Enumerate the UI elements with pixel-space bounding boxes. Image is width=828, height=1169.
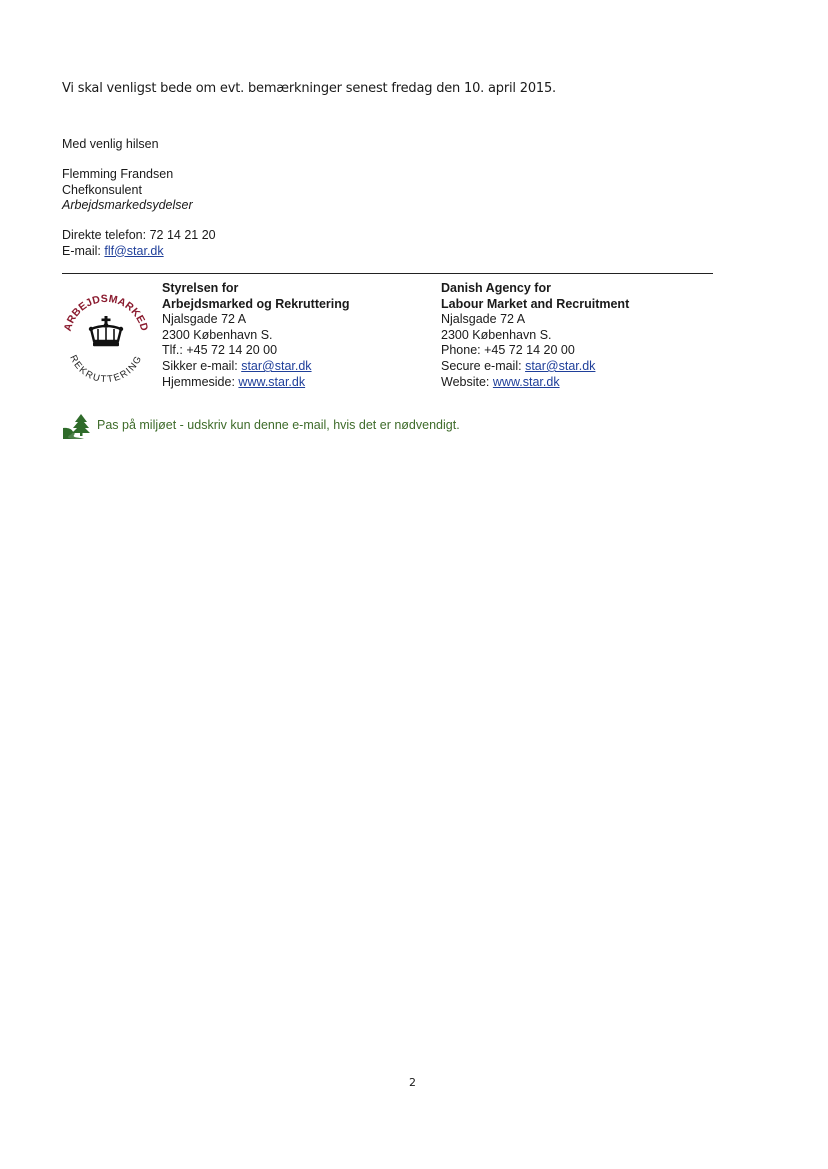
agency-name-en-line2: Labour Market and Recruitment [441, 296, 630, 311]
email-da-link[interactable]: star@star.dk [241, 358, 312, 373]
web-en-link[interactable]: www.star.dk [492, 374, 560, 389]
signature-title: Chefkonsulent [62, 182, 142, 197]
agency-name-da-line2: Arbejdsmarked og Rekruttering [162, 296, 350, 311]
city-en: 2300 København S. [441, 327, 552, 342]
phone-da-label: Tlf.: [162, 343, 183, 358]
tree-road-icon [62, 412, 92, 440]
phone-da-value: +45 72 14 20 00 [186, 343, 278, 358]
email-label: E-mail: [62, 243, 101, 258]
email-en-label: Secure e-mail: [441, 358, 522, 373]
email-da [162, 359, 350, 375]
email-da-label: Sikker e-mail: [162, 358, 238, 373]
web-da-link[interactable]: www.star.dk [238, 374, 306, 389]
web-en-label: Website: [441, 374, 490, 389]
contact-block [62, 228, 216, 259]
eco-notice: Pas på miljøet - udskriv kun denne e-mail, hvis det er nødvendigt. [97, 418, 460, 432]
agency-name-en-line1: Danish Agency for [441, 281, 551, 295]
danish-address [162, 281, 350, 390]
phone-label: Direkte telefon: [62, 228, 147, 242]
divider [62, 273, 713, 274]
signature-block [62, 167, 193, 214]
street-da: Njalsgade 72 A [162, 312, 247, 327]
signature-department: Arbejdsmarkedsydelser [62, 198, 193, 212]
phone-en-label: Phone: [441, 343, 481, 358]
email-link[interactable]: flf@star.dk [104, 243, 164, 258]
phone-line [62, 228, 216, 244]
signature-name: Flemming Frandsen [62, 167, 174, 181]
phone-number: 72 14 21 20 [149, 228, 216, 242]
web-da [162, 375, 350, 391]
city-da: 2300 København S. [162, 327, 273, 342]
agency-name-da-line1: Styrelsen for [162, 281, 239, 295]
phone-da [162, 343, 350, 359]
page-number: 2 [409, 1076, 416, 1089]
phone-en-value: +45 72 14 20 00 [484, 343, 575, 358]
intro-text: Vi skal venligst bede om evt. bemærkninger senest fredag den 10. april 2015. [62, 81, 556, 96]
phone-en [441, 343, 629, 359]
logo-text-bottom: REKRUTTERING [67, 353, 145, 384]
svg-text:REKRUTTERING [67, 353, 144, 384]
web-en [441, 375, 629, 391]
english-address [441, 281, 629, 390]
crown-icon [89, 316, 123, 346]
logo-text-top: ARBEJDSMARKED [61, 292, 151, 333]
email-en-link[interactable]: star@star.dk [525, 358, 596, 373]
agency-logo [58, 288, 154, 384]
email-line [62, 244, 216, 260]
web-da-label: Hjemmeside: [162, 374, 235, 389]
street-en: Njalsgade 72 A [441, 312, 526, 327]
email-en [441, 359, 629, 375]
greeting: Med venlig hilsen [62, 137, 159, 151]
